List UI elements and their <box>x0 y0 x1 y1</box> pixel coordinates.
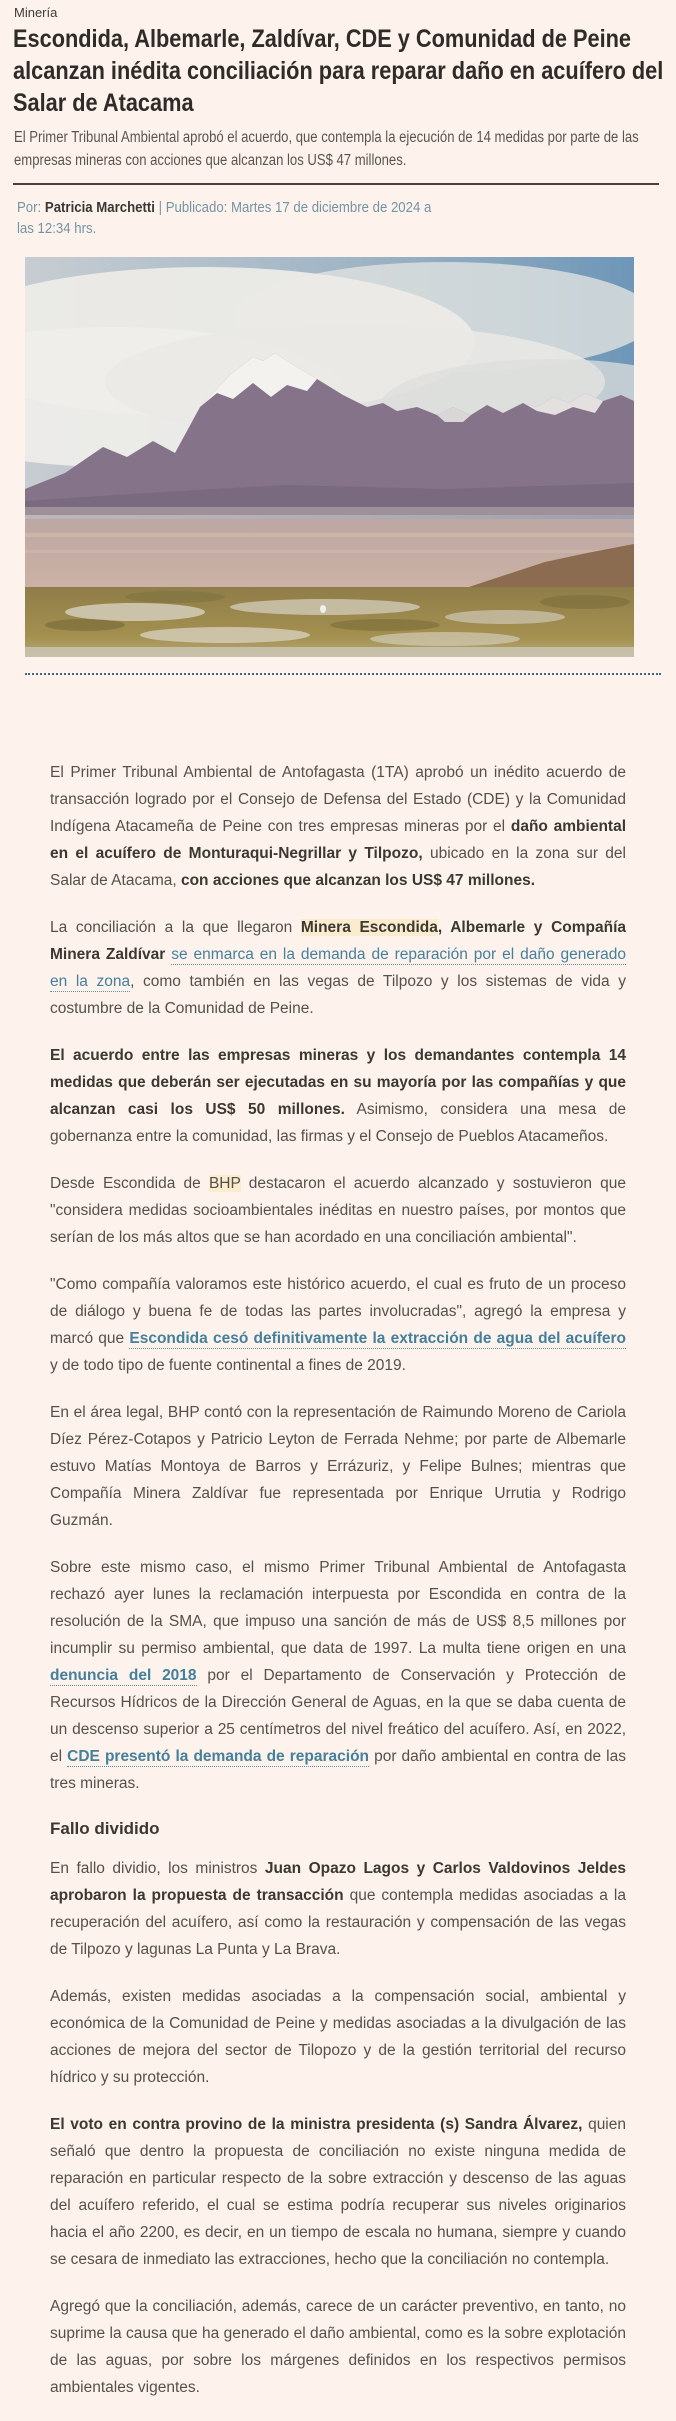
text-segment: por el Departamento de Conservación y Protección de Recursos Hídricos de la Dirección General de Aguas, en la que se daba cuenta de un descenso superior a 25 centímetros del nivel freático del acuífero. Así, en 2022, el <box>50 1667 627 1765</box>
category-link[interactable]: Minería <box>14 5 58 20</box>
title-divider <box>13 183 659 185</box>
byline <box>17 197 450 239</box>
text-segment: ubicado en la zona sur del Salar de Atacama, <box>50 845 626 889</box>
highlighted-text: BHP <box>208 1175 241 1192</box>
text-segment: El voto en contra provino de la ministra presidenta (s) Sandra Álvarez, <box>50 2116 583 2133</box>
text-segment: , como también en las vegas de Tilpozo y los sistemas de vida y costumbre de la Comunidad de Peine. <box>50 973 626 1017</box>
article-paragraph <box>50 914 626 1022</box>
text-segment: "Como compañía valoramos este histórico acuerdo, el cual es fruto de un proceso de diálogo y buena fe de todas las partes involucradas", agregó la empresa y marcó que <box>50 1276 626 1347</box>
text-segment: y de todo tipo de fuente continental a fines de 2019. <box>50 1357 406 1374</box>
byline-por-label: Por: <box>17 199 45 216</box>
text-segment: La conciliación a la que llegaron <box>50 919 301 936</box>
section-heading: Fallo dividido <box>50 1819 160 1838</box>
text-segment: Agregó que la conciliación, además, carece de un carácter preventivo, en tanto, no suprime la causa que ha generado el daño ambiental, como es la sobre explotación de las aguas, por sobre los márgenes definidos en los respectivos permisos ambientales vigentes. <box>50 2298 626 2396</box>
photo-desert-streak <box>25 533 634 537</box>
article-paragraph <box>50 1983 626 2091</box>
byline-divider: | <box>154 199 166 216</box>
text-segment: Juan Opazo Lagos y Carlos Valdovinos Jeldes aprobaron la propuesta de transacción <box>50 1860 626 1904</box>
text-segment: , Albemarle y Compañía Minera Zaldívar <box>50 919 626 963</box>
article-paragraph <box>50 759 626 894</box>
photo-salt-patch <box>445 610 565 624</box>
article-title: Escondida, Albemarle, Zaldívar, CDE y Comunidad de Peine alcanzan inédita conciliación para reparar daño en acuífero del Salar de Atacama <box>13 25 664 117</box>
photo-desert-streak <box>25 550 634 553</box>
text-segment: En fallo dividio, los ministros <box>50 1860 265 1877</box>
text-segment: daño ambiental en el acuífero de Monturaqui-Negrillar y Tilpozo, <box>50 818 626 862</box>
photo-grass-tuft <box>45 619 125 631</box>
text-segment: Desde Escondida de <box>50 1175 209 1192</box>
photo-salt-patch <box>140 627 310 643</box>
photo-caption-divider <box>25 673 661 675</box>
highlighted-text: Minera Escondida <box>300 919 438 936</box>
article-paragraph <box>50 1170 626 1251</box>
photo-grass-tuft <box>125 591 225 603</box>
inline-link[interactable]: denuncia del 2018 <box>50 1667 197 1684</box>
article-subtitle: El Primer Tribunal Ambiental aprobó el acuerdo, que contempla la ejecución de 14 medidas por parte de las empresas mineras con acciones que alcanzan los US$ 47 millones. <box>14 129 639 169</box>
text-segment: El acuerdo entre las empresas mineras y los demandantes contempla 14 medidas que deberán ser ejecutadas en su mayoría por las compañías y que alcanzan casi los US$ 50 millones. <box>50 1047 626 1118</box>
article-paragraph <box>50 1271 626 1379</box>
photo-salt-patch <box>65 603 205 621</box>
article-paragraph <box>50 1399 626 1534</box>
inline-link[interactable]: CDE presentó la demanda de reparación <box>67 1748 370 1765</box>
byline-author: Patricia Marchetti <box>44 199 155 216</box>
hero-image <box>25 257 634 657</box>
photo-grass-tuft <box>540 595 630 609</box>
text-segment: por daño ambiental en contra de las tres mineras. <box>50 1748 626 1792</box>
photo-foreground-salt <box>25 647 634 657</box>
text-segment: En el área legal, BHP contó con la representación de Raimundo Moreno de Cariola Díez Pérez-Cotapos y Patricio Leyton de Ferrada Nehme; por parte de Albemarle estuvo Matías Montoya de Barros y Errázuriz, y Felipe Bulnes; mientras que Compañía Minera Zaldívar fue representada por Enrique Urrutia y Rodrigo Guzmán. <box>50 1404 626 1529</box>
text-segment: Sobre este mismo caso, el mismo Primer Tribunal Ambiental de Antofagasta rechazó ayer lunes la reclamación interpuesta por Escondida en contra de la resolución de la SMA, que impuso una sanción de más de US$ 8,5 millones por incumplir su permiso ambiental, que data de 1997. La multa tiene origen en una <box>50 1559 626 1657</box>
text-segment: quien señaló que dentro la propuesta de conciliación no existe ninguna medida de reparación en particular respecto de la sobre extracción y descenso de las aguas del acuífero referido, el cual se estima podría recuperar sus niveles originarios hacia el año 2200, es decir, en un tiempo de escala no humana, siempre y cuando se cesara de inmediato las extracciones, hecho que la conciliación no contempla. <box>50 2116 626 2268</box>
article-body <box>0 759 676 2401</box>
text-segment: que contempla medidas asociadas a la recuperación del acuífero, así como la restauración y compensación de las vegas de Tilpozo y lagunas La Punta y La Brava. <box>50 1887 626 1958</box>
photo-salt-patch <box>370 632 520 646</box>
byline-published: Publicado: Martes 17 de diciembre de 2024 a las 12:34 hrs. <box>17 199 432 237</box>
photo-white-dot <box>320 605 326 613</box>
photo-grass-tuft <box>330 619 440 631</box>
article-paragraph <box>50 2111 626 2273</box>
text-segment: El Primer Tribunal Ambiental de Antofagasta (1TA) aprobó un inédito acuerdo de transacción logrado por el Consejo de Defensa del Estado (CDE) y la Comunidad Indígena Atacameña de Peine con tres empresas mineras por el <box>50 764 626 835</box>
article-paragraph <box>50 2293 626 2401</box>
article-paragraph <box>50 1042 626 1150</box>
inline-link[interactable]: se enmarca en la demanda de reparación por el daño generado en la zona <box>50 946 627 990</box>
text-segment: Además, existen medidas asociadas a la compensación social, ambiental y económica de la Comunidad de Peine y medidas asociadas a la divulgación de las acciones de mejora del sector de Tilopozo y de la gestión territorial del recurso hídrico y su protección. <box>50 1988 626 2086</box>
text-segment: destacaron el acuerdo alcanzado y sostuvieron que "considera medidas socioambientales inéditas en nuestro países, por montos que serían de los más altos que se han acordado en una conciliación ambiental". <box>50 1175 626 1246</box>
article-paragraph <box>50 1554 626 1797</box>
inline-link[interactable]: Escondida cesó definitivamente la extracción de agua del acuífero <box>129 1330 626 1347</box>
article-paragraph <box>50 1855 626 1963</box>
text-segment: Asimismo, considera una mesa de gobernanza entre la comunidad, las firmas y el Consejo de Pueblos Atacameños. <box>50 1101 626 1145</box>
text-segment: con acciones que alcanzan los US$ 47 millones. <box>180 872 536 889</box>
